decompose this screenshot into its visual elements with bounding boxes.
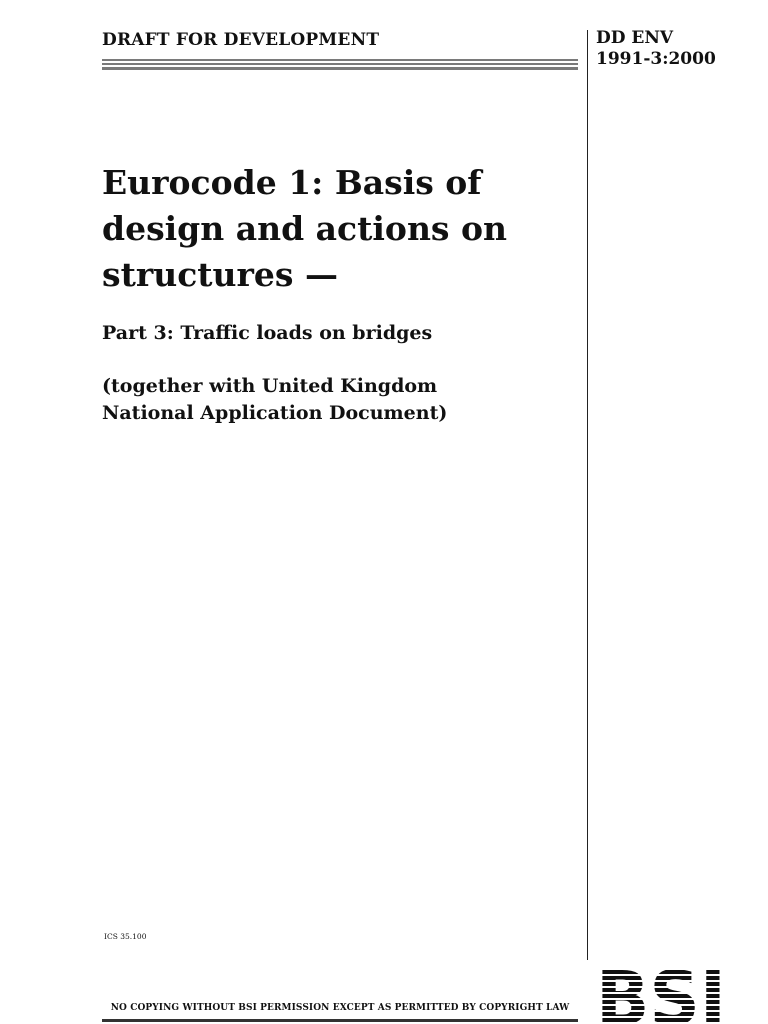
document-number-line-2: 1991-3:2000: [596, 49, 716, 69]
header-rule-2: [102, 63, 578, 65]
note-line-1: (together with United Kingdom: [102, 375, 438, 397]
note-line-2: National Application Document): [102, 402, 448, 424]
document-number: [596, 28, 716, 70]
header-rules: [102, 59, 578, 71]
vertical-divider: [587, 30, 588, 960]
copyright-notice: NO COPYING WITHOUT BSI PERMISSION EXCEPT AS PERMITTED BY COPYRIGHT LAW: [110, 1003, 570, 1013]
document-number-line-1: DD ENV: [596, 28, 674, 48]
title-line-2: design and actions on: [102, 209, 508, 248]
document-note: [102, 373, 447, 427]
header-rule-1: [102, 59, 578, 61]
title-line-1: Eurocode 1: Basis of: [102, 163, 482, 202]
footer-rule: [102, 1019, 578, 1022]
document-title: [102, 160, 572, 298]
document-status-label: DRAFT FOR DEVELOPMENT: [102, 30, 380, 50]
header-rule-3: [102, 67, 578, 70]
bsi-logo-icon: [594, 964, 730, 1024]
title-line-3: structures —: [102, 255, 338, 294]
document-subtitle: Part 3: Traffic loads on bridges: [102, 322, 433, 344]
ics-code: ICS 35.100: [104, 932, 147, 941]
